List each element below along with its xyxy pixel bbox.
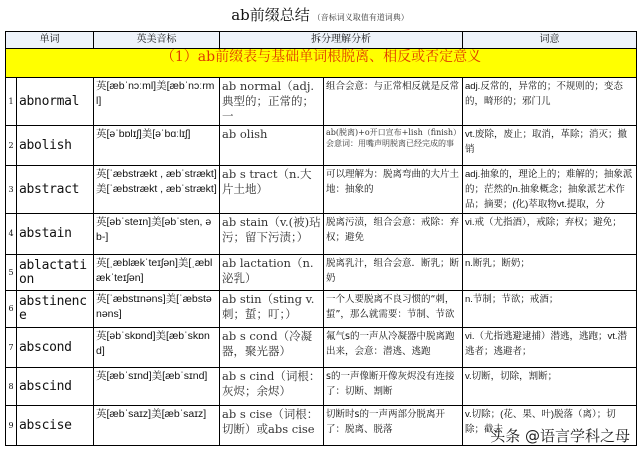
phonetic-cell: 英[ˈæbstɪnəns]美[ˈæbstənəns] xyxy=(94,291,220,328)
table-row xyxy=(6,368,637,406)
section-row xyxy=(6,49,637,78)
breakdown-cell: ab s cond（冷凝器，聚光器） xyxy=(220,328,324,368)
word-cell: ablactation xyxy=(17,255,94,291)
phonetic-cell: 英[əbˈskɒnd]美[æbˈskɒnd] xyxy=(94,328,220,368)
word-cell: abstinence xyxy=(17,291,94,328)
word-cell: abscise xyxy=(17,406,94,446)
meaning-cell: adj.反常的，异常的；不规则的；变态的，畸形的；邪门儿 xyxy=(463,78,637,126)
row-number: 7 xyxy=(6,328,17,368)
table-row xyxy=(6,328,637,368)
row-number: 5 xyxy=(6,255,17,291)
row-number: 3 xyxy=(6,166,17,214)
title-subtitle: （音标词义取值有道词典） xyxy=(312,13,409,22)
meaning-cell: v.切除；(花、果、叶)脱落（离）；切除；截去 xyxy=(463,406,637,446)
meaning-cell: v.切断，切除，割断； xyxy=(463,368,637,406)
phonetic-cell: 英[əbˈsteɪn]美[əbˈsten, əb-] xyxy=(94,214,220,255)
word-cell: abolish xyxy=(17,126,94,166)
title-text: ab前缀总结 xyxy=(231,6,310,24)
table-row xyxy=(6,255,637,291)
table-row xyxy=(6,291,637,328)
breakdown-cell: ab lactation（n.泌乳） xyxy=(220,255,324,291)
header-word: 单词 xyxy=(6,32,94,49)
explanation-cell: 切断时s的一声两部分脱离开了：脱离、脱落 xyxy=(324,406,463,446)
header-row xyxy=(6,32,637,49)
meaning-cell: n.节制；节欲；戒酒； xyxy=(463,291,637,328)
watermark: 头条 @语言学科之母 xyxy=(490,427,630,445)
vocabulary-table xyxy=(5,31,637,446)
section-title: （1）ab前缀表与基础单词根脱离、相反或否定意义 xyxy=(6,49,637,78)
row-number: 8 xyxy=(6,368,17,406)
word-cell: abstain xyxy=(17,214,94,255)
table-row xyxy=(6,214,637,255)
phonetic-cell: 英[ˈæbstrækt , æbˈstrækt]美[ˈæbstrækt , æbˈstrækt] xyxy=(94,166,220,214)
breakdown-cell: ab normal（adj.典型的；正常的；一 xyxy=(220,78,324,126)
table-row xyxy=(6,166,637,214)
explanation-cell: 一个人要脱离不良习惯的“刺，蜇”，那么就需要：节制、节欲 xyxy=(324,291,463,328)
header-breakdown: 拆分理解分析 xyxy=(220,32,463,49)
breakdown-cell: ab s tract（n.大片土地） xyxy=(220,166,324,214)
meaning-cell: vi.（尤指逃避逮捕）潜逃，逃跑；vt.潜逃者；逃避者； xyxy=(463,328,637,368)
phonetic-cell: 英[æbˈnɔːml]美[æbˈnɔːrml] xyxy=(94,78,220,126)
breakdown-cell: ab olish xyxy=(220,126,324,166)
meaning-cell: n.断乳；断奶； xyxy=(463,255,637,291)
word-cell: abstract xyxy=(17,166,94,214)
breakdown-cell: ab s cind（词根：灰烬；余烬） xyxy=(220,368,324,406)
row-number: 9 xyxy=(6,406,17,446)
breakdown-cell: ab stain（v.(被)玷污；留下污渍；） xyxy=(220,214,324,255)
phonetic-cell: 英[ˌæblækˈteɪʃən]美[ˌæblækˈteɪʃən] xyxy=(94,255,220,291)
explanation-cell: 脱离污渍，组合会意：戒除：弃权；避免 xyxy=(324,214,463,255)
page-title xyxy=(0,4,640,29)
breakdown-cell: ab stin（sting v.刺；蜇；叮；） xyxy=(220,291,324,328)
phonetic-cell: 英[æbˈsaɪz]美[æbˈsaɪz] xyxy=(94,406,220,446)
explanation-cell: 氟气s的一声从冷凝器中脱离跑出来，会意：潜逃、逃跑 xyxy=(324,328,463,368)
explanation-cell: 可以理解为：脱离弯曲的大片土地：抽象的 xyxy=(324,166,463,214)
breakdown-cell: ab s cise（词根：切断）或abs cise xyxy=(220,406,324,446)
explanation-cell: 组合会意：与正常相反就是反常 xyxy=(324,78,463,126)
meaning-cell: vi.戒（尤指酒），戒除；弃权；避免； xyxy=(463,214,637,255)
phonetic-cell: 英[æbˈsɪnd]美[æbˈsɪnd] xyxy=(94,368,220,406)
header-meaning: 词意 xyxy=(463,32,637,49)
word-cell: abscind xyxy=(17,368,94,406)
table-row xyxy=(6,126,637,166)
row-number: 1 xyxy=(6,78,17,126)
word-cell: abscond xyxy=(17,328,94,368)
word-cell: abnormal xyxy=(17,78,94,126)
explanation-cell: 脱离乳汁，组合会意．断乳；断奶 xyxy=(324,255,463,291)
header-phonetic: 英美音标 xyxy=(94,32,220,49)
table-row xyxy=(6,78,637,126)
row-number: 4 xyxy=(6,214,17,255)
meaning-cell: vt.废除，废止；取消，革除；消灭；撤销 xyxy=(463,126,637,166)
explanation-cell: s的一声像断开像灰烬没有连接了：切断、割断 xyxy=(324,368,463,406)
meaning-cell: adj.抽象的，理论上的；难解的；抽象派的；茫然的n.抽象概念；抽象派艺术作品；摘要；(化)萃取物vt.提取，分 xyxy=(463,166,637,214)
explanation-cell: ab(脱离)+o开口宣布+lish（finish）会意词：用嘴声明脱离已经完成的事 xyxy=(324,126,463,166)
row-number: 6 xyxy=(6,291,17,328)
phonetic-cell: 英[əˈbɒlɪʃ]美[əˈbɑːlɪʃ] xyxy=(94,126,220,166)
row-number: 2 xyxy=(6,126,17,166)
